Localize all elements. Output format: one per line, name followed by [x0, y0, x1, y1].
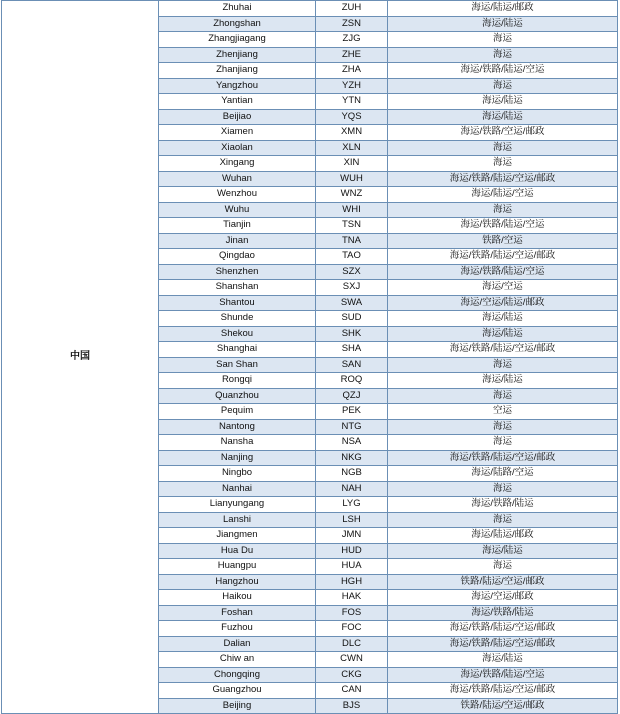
transport-modes-cell: 海运: [388, 419, 618, 435]
city-cell: Zhangjiagang: [159, 32, 316, 48]
code-cell: SHK: [316, 326, 388, 342]
city-cell: Ningbo: [159, 466, 316, 482]
code-cell: ZHA: [316, 63, 388, 79]
transport-modes-cell: 海运/陆运: [388, 373, 618, 389]
city-cell: Pequim: [159, 404, 316, 420]
city-cell: Zhuhai: [159, 1, 316, 17]
code-cell: SUD: [316, 311, 388, 327]
transport-modes-cell: 海运: [388, 78, 618, 94]
city-cell: Zhanjiang: [159, 63, 316, 79]
city-cell: Zhenjiang: [159, 47, 316, 63]
code-cell: SXJ: [316, 280, 388, 296]
code-cell: SZX: [316, 264, 388, 280]
transport-modes-cell: 海运/铁路/陆运/空运/邮政: [388, 450, 618, 466]
city-cell: Yangzhou: [159, 78, 316, 94]
city-cell: Shantou: [159, 295, 316, 311]
code-cell: SHA: [316, 342, 388, 358]
code-cell: CAN: [316, 683, 388, 699]
city-cell: Xiamen: [159, 125, 316, 141]
transport-modes-cell: 海运: [388, 435, 618, 451]
city-cell: Chongqing: [159, 667, 316, 683]
transport-modes-cell: 铁路/空运: [388, 233, 618, 249]
code-cell: HAK: [316, 590, 388, 606]
transport-modes-cell: 海运/铁路/陆运/空运/邮政: [388, 636, 618, 652]
transport-modes-cell: 海运: [388, 512, 618, 528]
city-cell: Qingdao: [159, 249, 316, 265]
city-cell: Shanghai: [159, 342, 316, 358]
city-cell: Fuzhou: [159, 621, 316, 637]
city-cell: Xiaolan: [159, 140, 316, 156]
city-cell: Tianjin: [159, 218, 316, 234]
code-cell: NKG: [316, 450, 388, 466]
transport-modes-cell: 海运/铁路/陆运/空运/邮政: [388, 683, 618, 699]
transport-modes-cell: 海运/铁路/陆运/空运: [388, 218, 618, 234]
transport-modes-cell: 海运/陆运: [388, 326, 618, 342]
city-cell: Foshan: [159, 605, 316, 621]
transport-modes-cell: 海运: [388, 47, 618, 63]
code-cell: JMN: [316, 528, 388, 544]
transport-modes-cell: 海运/空运/陆运/邮政: [388, 295, 618, 311]
city-cell: Guangzhou: [159, 683, 316, 699]
city-cell: Shekou: [159, 326, 316, 342]
transport-modes-cell: 海运/陆运: [388, 16, 618, 32]
code-cell: ZUH: [316, 1, 388, 17]
code-cell: WHI: [316, 202, 388, 218]
code-cell: HGH: [316, 574, 388, 590]
code-cell: NSA: [316, 435, 388, 451]
transport-modes-cell: 铁路/陆运/空运/邮政: [388, 574, 618, 590]
city-cell: Shunde: [159, 311, 316, 327]
transport-modes-cell: 海运/陆运: [388, 109, 618, 125]
transport-modes-cell: 海运/陆运/邮政: [388, 528, 618, 544]
code-cell: ZSN: [316, 16, 388, 32]
city-cell: Dalian: [159, 636, 316, 652]
city-cell: Huangpu: [159, 559, 316, 575]
transport-modes-cell: 海运/铁路/陆运/空运: [388, 63, 618, 79]
city-cell: Beijing: [159, 698, 316, 714]
city-cell: Hangzhou: [159, 574, 316, 590]
code-cell: TNA: [316, 233, 388, 249]
transport-modes-cell: 海运: [388, 559, 618, 575]
city-cell: Xingang: [159, 156, 316, 172]
city-cell: Wuhan: [159, 171, 316, 187]
city-cell: Jiangmen: [159, 528, 316, 544]
table-row: [2, 1, 618, 17]
city-cell: Chiw an: [159, 652, 316, 668]
code-cell: TAO: [316, 249, 388, 265]
code-cell: BJS: [316, 698, 388, 714]
code-cell: NAH: [316, 481, 388, 497]
city-cell: Zhongshan: [159, 16, 316, 32]
city-cell: Beijiao: [159, 109, 316, 125]
code-cell: ROQ: [316, 373, 388, 389]
transport-modes-cell: 海运: [388, 156, 618, 172]
city-cell: Nanjing: [159, 450, 316, 466]
city-cell: Hua Du: [159, 543, 316, 559]
city-cell: San Shan: [159, 357, 316, 373]
city-cell: Yantian: [159, 94, 316, 110]
code-cell: HUA: [316, 559, 388, 575]
transport-modes-cell: 海运/铁路/陆运/空运/邮政: [388, 342, 618, 358]
code-cell: NTG: [316, 419, 388, 435]
city-cell: Lianyungang: [159, 497, 316, 513]
code-cell: TSN: [316, 218, 388, 234]
code-cell: ZJG: [316, 32, 388, 48]
transport-modes-cell: 铁路/陆运/空运/邮政: [388, 698, 618, 714]
code-cell: HUD: [316, 543, 388, 559]
city-cell: Nantong: [159, 419, 316, 435]
transport-modes-cell: 海运: [388, 202, 618, 218]
code-cell: FOC: [316, 621, 388, 637]
transport-modes-cell: 空运: [388, 404, 618, 420]
city-cell: Shenzhen: [159, 264, 316, 280]
transport-modes-cell: 海运: [388, 481, 618, 497]
transport-modes-cell: 海运/铁路/空运/邮政: [388, 125, 618, 141]
code-cell: FOS: [316, 605, 388, 621]
city-cell: Jinan: [159, 233, 316, 249]
port-table-body: [2, 1, 618, 714]
code-cell: LYG: [316, 497, 388, 513]
city-cell: Rongqi: [159, 373, 316, 389]
code-cell: LSH: [316, 512, 388, 528]
city-cell: Lanshi: [159, 512, 316, 528]
code-cell: DLC: [316, 636, 388, 652]
code-cell: XLN: [316, 140, 388, 156]
transport-modes-cell: 海运/空运: [388, 280, 618, 296]
transport-modes-cell: 海运/铁路/陆运/空运: [388, 667, 618, 683]
code-cell: QZJ: [316, 388, 388, 404]
city-cell: Wenzhou: [159, 187, 316, 203]
transport-modes-cell: 海运/铁路/陆运/空运/邮政: [388, 249, 618, 265]
transport-modes-cell: 海运/陆运: [388, 94, 618, 110]
transport-modes-cell: 海运/铁路/陆运/空运/邮政: [388, 621, 618, 637]
transport-modes-cell: 海运/铁路/陆运/空运: [388, 264, 618, 280]
code-cell: PEK: [316, 404, 388, 420]
code-cell: SAN: [316, 357, 388, 373]
code-cell: ZHE: [316, 47, 388, 63]
code-cell: CKG: [316, 667, 388, 683]
port-table: [1, 0, 618, 714]
city-cell: Quanzhou: [159, 388, 316, 404]
code-cell: WNZ: [316, 187, 388, 203]
transport-modes-cell: 海运/陆运/空运: [388, 187, 618, 203]
city-cell: Haikou: [159, 590, 316, 606]
city-cell: Wuhu: [159, 202, 316, 218]
code-cell: WUH: [316, 171, 388, 187]
code-cell: YQS: [316, 109, 388, 125]
transport-modes-cell: 海运/陆运: [388, 652, 618, 668]
transport-modes-cell: 海运/空运/邮政: [388, 590, 618, 606]
transport-modes-cell: 海运/铁路/陆运/空运/邮政: [388, 171, 618, 187]
transport-modes-cell: 海运/陆路/空运: [388, 466, 618, 482]
code-cell: SWA: [316, 295, 388, 311]
transport-modes-cell: 海运/陆运/邮政: [388, 1, 618, 17]
transport-modes-cell: 海运: [388, 140, 618, 156]
code-cell: NGB: [316, 466, 388, 482]
transport-modes-cell: 海运/陆运: [388, 311, 618, 327]
city-cell: Nansha: [159, 435, 316, 451]
code-cell: YZH: [316, 78, 388, 94]
city-cell: Shanshan: [159, 280, 316, 296]
transport-modes-cell: 海运: [388, 32, 618, 48]
city-cell: Nanhai: [159, 481, 316, 497]
country-cell: 中国: [2, 1, 159, 714]
code-cell: XIN: [316, 156, 388, 172]
transport-modes-cell: 海运: [388, 357, 618, 373]
transport-modes-cell: 海运/陆运: [388, 543, 618, 559]
code-cell: XMN: [316, 125, 388, 141]
code-cell: YTN: [316, 94, 388, 110]
transport-modes-cell: 海运: [388, 388, 618, 404]
transport-modes-cell: 海运/铁路/陆运: [388, 497, 618, 513]
code-cell: CWN: [316, 652, 388, 668]
transport-modes-cell: 海运/铁路/陆运: [388, 605, 618, 621]
